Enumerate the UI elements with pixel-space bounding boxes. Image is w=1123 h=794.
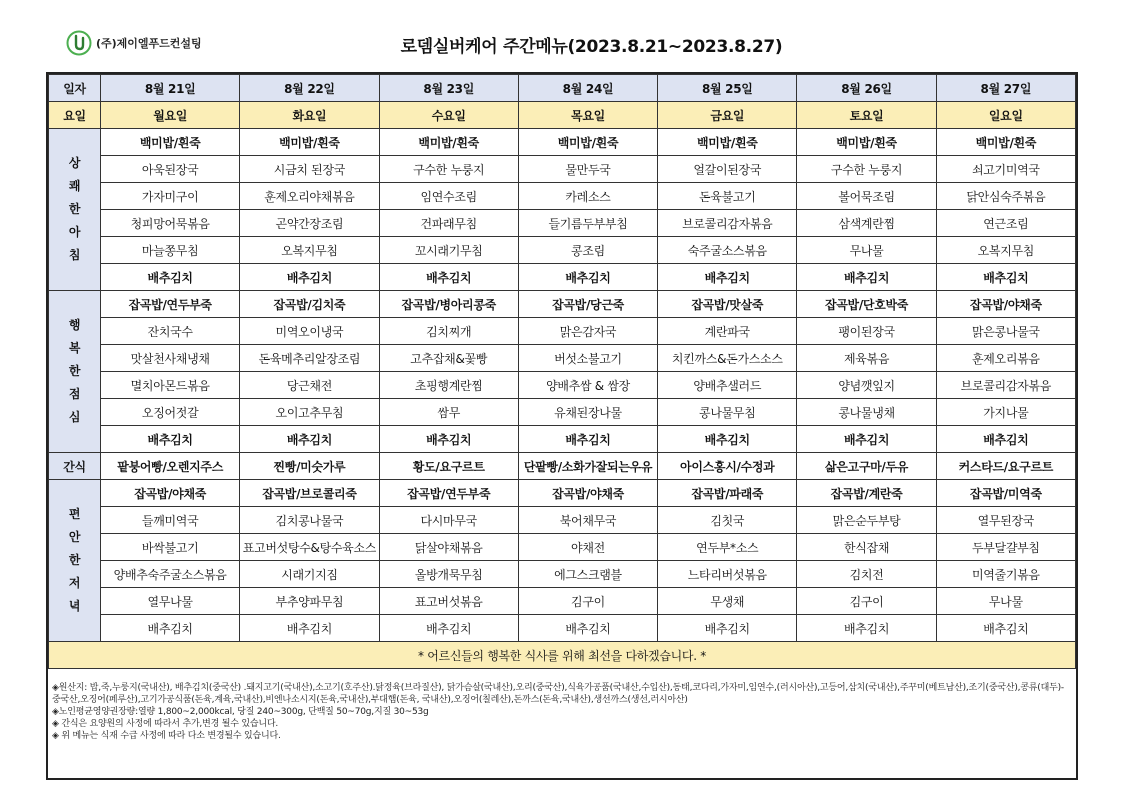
dinner-dish: 양배추숙주굴소스볶음 (101, 561, 240, 588)
dinner-dish: 잡곡밥/계란죽 (797, 480, 936, 507)
breakfast-dish: 카레소스 (518, 183, 657, 210)
breakfast-label (49, 129, 101, 291)
lunch-label-char: 점 (68, 387, 81, 401)
breakfast-dish: 오복지무침 (936, 237, 1075, 264)
menu-sheet (46, 72, 1078, 780)
dinner-dish: 배추김치 (936, 615, 1075, 642)
dinner-dish: 올방개묵무침 (379, 561, 518, 588)
snack-cell: 삶은고구마/두유 (797, 453, 936, 480)
dinner-dish: 바싹불고기 (101, 534, 240, 561)
breakfast-dish: 임연수조림 (379, 183, 518, 210)
day-cell: 일요일 (936, 102, 1075, 129)
dinner-dish: 맑은순두부탕 (797, 507, 936, 534)
day-cell: 월요일 (101, 102, 240, 129)
lunch-dish: 양념깻잎지 (797, 372, 936, 399)
breakfast-dish: 백미밥/흰죽 (379, 129, 518, 156)
company-name: (주)제이엘푸드컨설팅 (96, 37, 202, 50)
lunch-dish: 잡곡밥/김치죽 (240, 291, 379, 318)
lunch-dish: 가지나물 (936, 399, 1075, 426)
breakfast-row (49, 183, 1076, 210)
dinner-dish: 한식잡채 (797, 534, 936, 561)
day-cell: 목요일 (518, 102, 657, 129)
breakfast-dish: 훈제오리야채볶음 (240, 183, 379, 210)
dinner-dish: 배추김치 (797, 615, 936, 642)
dinner-dish: 무나물 (936, 588, 1075, 615)
breakfast-label-char: 상 (68, 156, 81, 170)
lunch-label-char: 행 (68, 318, 81, 332)
dinner-row (49, 480, 1076, 507)
breakfast-dish: 배추김치 (101, 264, 240, 291)
snack-cell: 찐빵/미숫가루 (240, 453, 379, 480)
date-cell: 8월 23일 (379, 75, 518, 102)
date-cell: 8월 22일 (240, 75, 379, 102)
dinner-dish: 배추김치 (518, 615, 657, 642)
dinner-label-char: 편 (68, 507, 81, 521)
dinner-dish: 북어채무국 (518, 507, 657, 534)
breakfast-dish: 숙주굴소스볶음 (658, 237, 797, 264)
note-line: ◈ 위 메뉴는 식재 수급 사정에 따라 다소 변경될수 있습니다. (52, 731, 281, 741)
snack-cell: 아이스홍시/수정과 (658, 453, 797, 480)
breakfast-dish: 배추김치 (379, 264, 518, 291)
date-label: 일자 (49, 75, 101, 102)
snack-cell: 단팥빵/소화가잘되는우유 (518, 453, 657, 480)
lunch-dish: 양배추쌈 & 쌈장 (518, 372, 657, 399)
lunch-dish: 잡곡밥/야채죽 (936, 291, 1075, 318)
lunch-dish: 오이고추무침 (240, 399, 379, 426)
dinner-dish: 부추양파무침 (240, 588, 379, 615)
lunch-dish: 양배추샐러드 (658, 372, 797, 399)
breakfast-dish: 브로콜리감자볶음 (658, 210, 797, 237)
lunch-row (49, 318, 1076, 345)
lunch-row (49, 372, 1076, 399)
breakfast-dish: 백미밥/흰죽 (658, 129, 797, 156)
dinner-dish: 닭살야채볶음 (379, 534, 518, 561)
day-row (49, 102, 1076, 129)
lunch-dish: 잡곡밥/연두부죽 (101, 291, 240, 318)
lunch-dish: 브로콜리감자볶음 (936, 372, 1075, 399)
breakfast-row (49, 156, 1076, 183)
page-header (0, 0, 1123, 70)
lunch-dish: 배추김치 (797, 426, 936, 453)
day-cell: 금요일 (658, 102, 797, 129)
lunch-label (49, 291, 101, 453)
breakfast-row (49, 264, 1076, 291)
dinner-dish: 다시마무국 (379, 507, 518, 534)
dinner-dish: 잡곡밥/브로콜리죽 (240, 480, 379, 507)
breakfast-dish: 아욱된장국 (101, 156, 240, 183)
breakfast-dish: 곤약간장조림 (240, 210, 379, 237)
lunch-row (49, 426, 1076, 453)
breakfast-dish: 백미밥/흰죽 (240, 129, 379, 156)
page-title: 로뎀실버케어 주간메뉴(2023.8.21~2023.8.27) (400, 37, 783, 57)
breakfast-label-char: 한 (68, 202, 81, 216)
dinner-dish: 야채전 (518, 534, 657, 561)
snack-label: 간식 (49, 453, 101, 480)
breakfast-label-char: 아 (68, 225, 81, 239)
breakfast-row (49, 210, 1076, 237)
lunch-dish: 배추김치 (936, 426, 1075, 453)
breakfast-dish: 청피망어묵볶음 (101, 210, 240, 237)
date-cell: 8월 21일 (101, 75, 240, 102)
breakfast-dish: 연근조림 (936, 210, 1075, 237)
lunch-dish: 고추잡채&꽃빵 (379, 345, 518, 372)
lunch-dish: 버섯소불고기 (518, 345, 657, 372)
lunch-dish: 배추김치 (658, 426, 797, 453)
breakfast-row (49, 237, 1076, 264)
lunch-dish: 배추김치 (518, 426, 657, 453)
breakfast-label-char: 침 (68, 248, 81, 262)
breakfast-dish: 배추김치 (797, 264, 936, 291)
breakfast-dish: 오복지무침 (240, 237, 379, 264)
breakfast-dish: 꼬시래기무침 (379, 237, 518, 264)
dinner-dish: 배추김치 (101, 615, 240, 642)
breakfast-dish: 배추김치 (518, 264, 657, 291)
snack-cell: 황도/요구르트 (379, 453, 518, 480)
breakfast-dish: 볼어묵조림 (797, 183, 936, 210)
greeting-message: * 어르신들의 행복한 식사를 위해 최선을 다하겠습니다. * (49, 642, 1076, 669)
date-cell: 8월 26일 (797, 75, 936, 102)
note-line: ◈노인평균영양권장량:열량 1,800~2,000kcal, 당질 240~300g, 단백질 50~70g,지질 30~53g (52, 707, 429, 717)
lunch-label-char: 심 (68, 410, 81, 424)
breakfast-dish: 무나물 (797, 237, 936, 264)
note-line: ◈원산지: 밥,죽,누룽지(국내산), 배추김치(중국산) .돼지고기(국내산),소고기(호주산).닭정육(브라질산), 닭가슴살(국내산),오리(중국산),식육가공품(국내산,수입산),동태,코다리,가자미,임연수,(러시아산),고등어,삼치(국내산),주꾸미(베트남산),조기(중국산),콩류(대두)-중국산,오징어(페루산),고기가공식품(돈육,계육,국내산),비엔나소시지(돈육,국내산),부대햄(돈육, 국내산),오징어(칠레산),돈까스(돈육,국내산),생선까스(생선,러시아산) (52, 683, 1064, 705)
breakfast-dish: 들기름두부부침 (518, 210, 657, 237)
lunch-dish: 배추김치 (101, 426, 240, 453)
lunch-dish: 김치찌개 (379, 318, 518, 345)
dinner-row (49, 507, 1076, 534)
dinner-dish: 잡곡밥/야채죽 (518, 480, 657, 507)
dinner-label-char: 한 (68, 553, 81, 567)
dinner-dish: 표고버섯볶음 (379, 588, 518, 615)
breakfast-dish: 닭안심숙주볶음 (936, 183, 1075, 210)
breakfast-dish: 가자미구이 (101, 183, 240, 210)
dinner-label-char: 저 (68, 576, 81, 590)
lunch-dish: 배추김치 (379, 426, 518, 453)
snack-cell: 커스타드/요구르트 (936, 453, 1075, 480)
dinner-label (49, 480, 101, 642)
lunch-dish: 배추김치 (240, 426, 379, 453)
lunch-row (49, 345, 1076, 372)
lunch-dish: 맑은콩나물국 (936, 318, 1075, 345)
breakfast-dish: 배추김치 (658, 264, 797, 291)
dinner-dish: 김치콩나물국 (240, 507, 379, 534)
lunch-dish: 쌈무 (379, 399, 518, 426)
dinner-dish: 김구이 (518, 588, 657, 615)
breakfast-dish: 백미밥/흰죽 (936, 129, 1075, 156)
lunch-dish: 콩나물냉채 (797, 399, 936, 426)
notes-section (48, 669, 1076, 742)
dinner-dish: 김치전 (797, 561, 936, 588)
breakfast-dish: 백미밥/흰죽 (101, 129, 240, 156)
note-line: ◈ 간식은 요양원의 사정에 따라서 추가,변경 될수 있습니다. (52, 719, 279, 729)
lunch-dish: 당근채전 (240, 372, 379, 399)
breakfast-dish: 백미밥/흰죽 (797, 129, 936, 156)
dinner-dish: 표고버섯탕수&탕수육소스 (240, 534, 379, 561)
snack-row (49, 453, 1076, 480)
weekly-menu-table (48, 74, 1076, 669)
breakfast-dish: 배추김치 (936, 264, 1075, 291)
lunch-dish: 잡곡밥/맛살죽 (658, 291, 797, 318)
date-row (49, 75, 1076, 102)
breakfast-dish: 백미밥/흰죽 (518, 129, 657, 156)
breakfast-dish: 시금치 된장국 (240, 156, 379, 183)
breakfast-label-char: 쾌 (68, 179, 81, 193)
lunch-dish: 훈제오리볶음 (936, 345, 1075, 372)
breakfast-dish: 돈육불고기 (658, 183, 797, 210)
dinner-dish: 잡곡밥/파래죽 (658, 480, 797, 507)
dinner-dish: 잡곡밥/연두부죽 (379, 480, 518, 507)
lunch-dish: 계란파국 (658, 318, 797, 345)
lunch-dish: 초핑행계란찜 (379, 372, 518, 399)
breakfast-dish: 마늘쫑무침 (101, 237, 240, 264)
lunch-dish: 돈육메추리알장조림 (240, 345, 379, 372)
dinner-row (49, 561, 1076, 588)
dinner-dish: 잡곡밥/야채죽 (101, 480, 240, 507)
dinner-dish: 열무나물 (101, 588, 240, 615)
dinner-dish: 배추김치 (379, 615, 518, 642)
lunch-dish: 잡곡밥/병아리콩죽 (379, 291, 518, 318)
lunch-dish: 멸치아몬드볶음 (101, 372, 240, 399)
lunch-dish: 유채된장나물 (518, 399, 657, 426)
lunch-label-char: 한 (68, 364, 81, 378)
dinner-dish: 열무된장국 (936, 507, 1075, 534)
lunch-label-char: 복 (68, 341, 81, 355)
dinner-row (49, 534, 1076, 561)
dinner-row (49, 615, 1076, 642)
dinner-label-char: 안 (68, 530, 81, 544)
dinner-dish: 배추김치 (240, 615, 379, 642)
breakfast-dish: 물만두국 (518, 156, 657, 183)
dinner-dish: 김구이 (797, 588, 936, 615)
date-cell: 8월 27일 (936, 75, 1075, 102)
dinner-dish: 미역줄기볶음 (936, 561, 1075, 588)
breakfast-dish: 얼갈이된장국 (658, 156, 797, 183)
dinner-dish: 들깨미역국 (101, 507, 240, 534)
lunch-dish: 팽이된장국 (797, 318, 936, 345)
lunch-dish: 맑은감자국 (518, 318, 657, 345)
breakfast-row (49, 129, 1076, 156)
dinner-dish: 무생채 (658, 588, 797, 615)
breakfast-dish: 쇠고기미역국 (936, 156, 1075, 183)
breakfast-dish: 구수한 누룽지 (797, 156, 936, 183)
date-cell: 8월 25일 (658, 75, 797, 102)
lunch-dish: 오징어젓갈 (101, 399, 240, 426)
dinner-dish: 에그스크램블 (518, 561, 657, 588)
breakfast-dish: 구수한 누룽지 (379, 156, 518, 183)
lunch-dish: 잡곡밥/단호박죽 (797, 291, 936, 318)
lunch-dish: 맛살천사채냉채 (101, 345, 240, 372)
lunch-dish: 잔치국수 (101, 318, 240, 345)
dinner-dish: 김칫국 (658, 507, 797, 534)
dinner-dish: 느타리버섯볶음 (658, 561, 797, 588)
date-cell: 8월 24일 (518, 75, 657, 102)
day-cell: 토요일 (797, 102, 936, 129)
dinner-dish: 시래기지짐 (240, 561, 379, 588)
day-label: 요일 (49, 102, 101, 129)
breakfast-dish: 콩조림 (518, 237, 657, 264)
lunch-dish: 잡곡밥/당근죽 (518, 291, 657, 318)
dinner-dish: 두부달걀부침 (936, 534, 1075, 561)
lunch-row (49, 291, 1076, 318)
lunch-dish: 치킨까스&돈가스소스 (658, 345, 797, 372)
day-cell: 화요일 (240, 102, 379, 129)
greeting-row (49, 642, 1076, 669)
lunch-dish: 미역오이냉국 (240, 318, 379, 345)
lunch-dish: 제육볶음 (797, 345, 936, 372)
dinner-row (49, 588, 1076, 615)
dinner-dish: 배추김치 (658, 615, 797, 642)
snack-cell: 팥붕어빵/오렌지주스 (101, 453, 240, 480)
dinner-dish: 연두부*소스 (658, 534, 797, 561)
day-cell: 수요일 (379, 102, 518, 129)
breakfast-dish: 배추김치 (240, 264, 379, 291)
dinner-label-char: 녁 (68, 599, 81, 613)
dinner-dish: 잡곡밥/미역죽 (936, 480, 1075, 507)
breakfast-dish: 건파래무침 (379, 210, 518, 237)
lunch-dish: 콩나물무침 (658, 399, 797, 426)
breakfast-dish: 삼색계란찜 (797, 210, 936, 237)
lunch-row (49, 399, 1076, 426)
